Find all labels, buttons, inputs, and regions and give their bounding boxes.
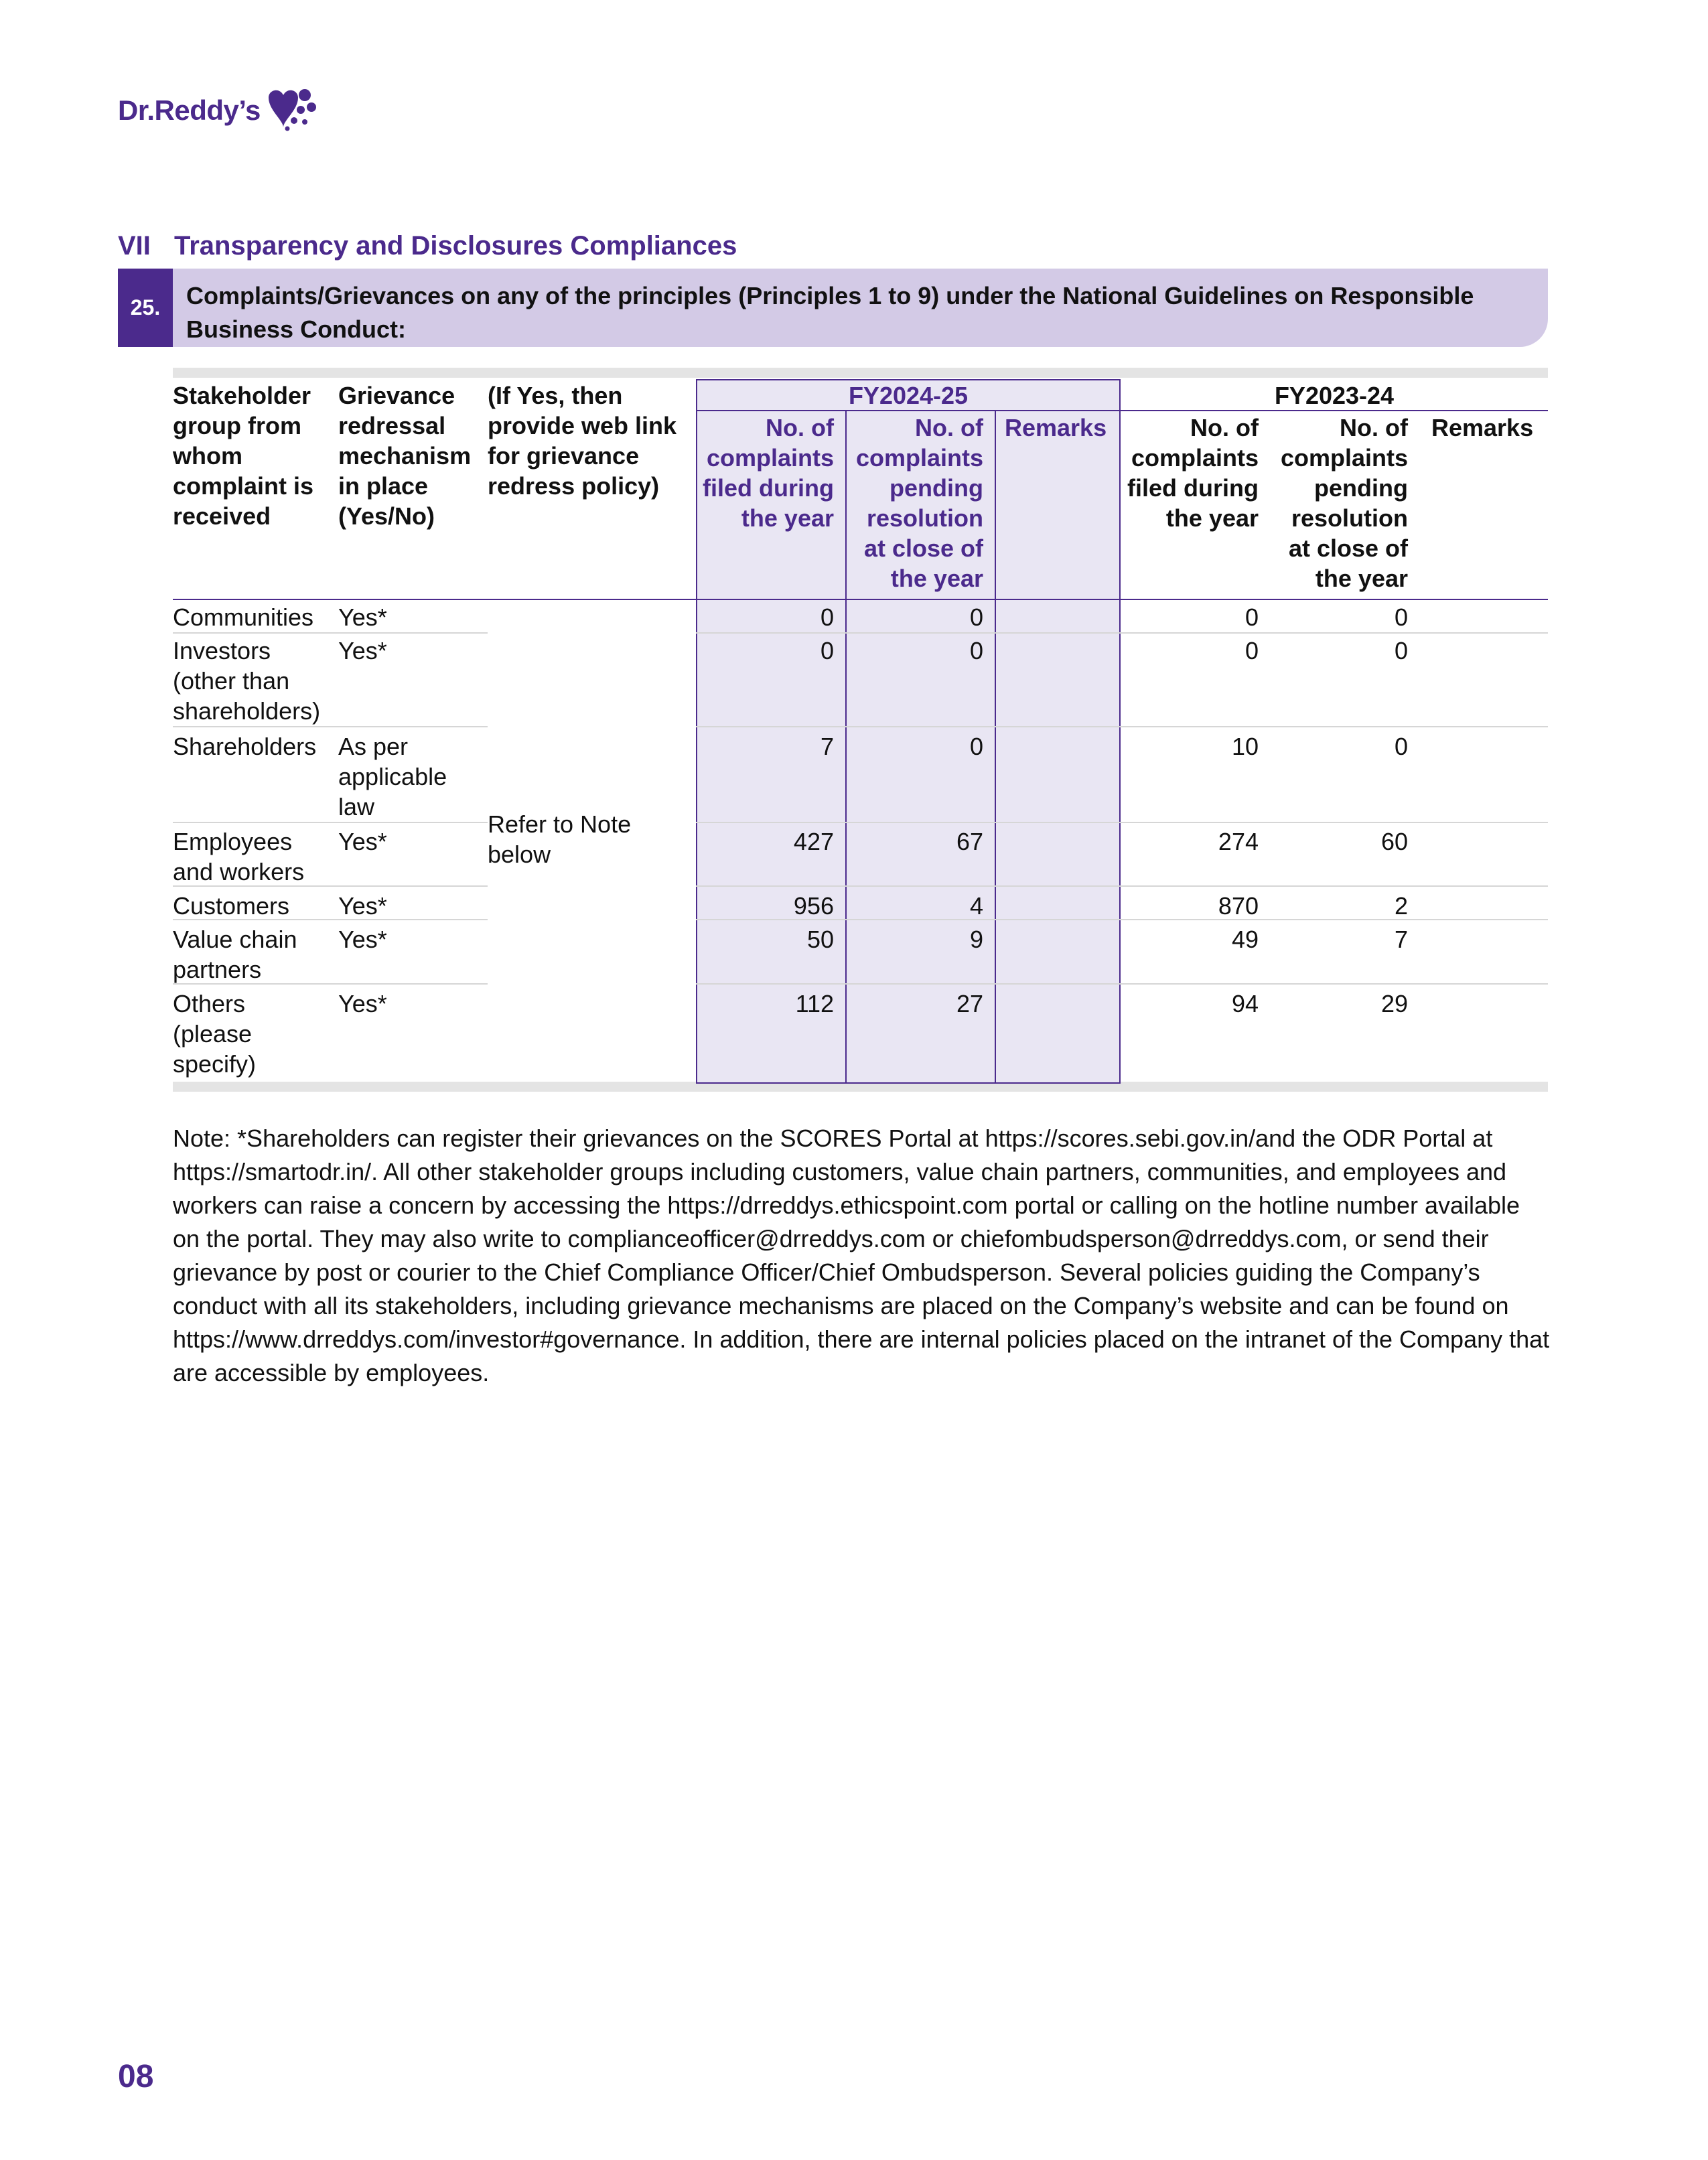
row-cur-pending: 0 xyxy=(969,603,983,631)
header-prev-filed: No. of complaints filed during the year xyxy=(1127,414,1259,532)
row-cur-filed: 50 xyxy=(806,926,834,953)
row-mechanism: Yes* xyxy=(338,603,387,631)
question-number: 25. xyxy=(118,269,173,347)
row-separator xyxy=(173,822,488,823)
page-number: 08 xyxy=(118,2059,154,2094)
row-cur-pending: 67 xyxy=(956,828,983,855)
row-cur-pending: 0 xyxy=(969,637,983,664)
question-box xyxy=(118,269,1548,347)
header-cur-remarks: Remarks xyxy=(1005,414,1107,441)
row-separator xyxy=(696,885,1548,887)
header-weblink: (If Yes, then provide web link for grievance redress policy) xyxy=(488,382,677,500)
row-prev-pending: 2 xyxy=(1394,892,1408,920)
row-prev-filed: 94 xyxy=(1231,990,1259,1017)
header-fy2024-25: FY2024-25 xyxy=(848,382,969,409)
row-separator xyxy=(696,822,1548,823)
row-prev-filed: 274 xyxy=(1218,828,1259,855)
row-separator xyxy=(173,632,488,634)
table-top-bar xyxy=(173,368,1548,378)
row-prev-filed: 870 xyxy=(1218,892,1259,920)
row-prev-pending: 29 xyxy=(1380,990,1408,1017)
row-prev-filed: 0 xyxy=(1244,603,1259,631)
row-mechanism: Yes* xyxy=(338,892,387,920)
row-prev-pending: 0 xyxy=(1394,603,1408,631)
header-stakeholder: Stakeholder group from whom complaint is received xyxy=(173,382,314,530)
row-separator xyxy=(173,726,488,727)
header-cur-pending: No. of complaints pending resolution at close of the year xyxy=(855,414,983,592)
row-cur-filed: 112 xyxy=(795,990,834,1017)
note-paragraph: Note: *Shareholders can register their grievances on the SCORES Portal at https://scores.sebi.gov.in/and the ODR Portal at https://smartodr.in/. All other stakeholder groups including customers, value chain partners, communities, and employees and workers can raise a concern by accessing the https://drreddys.ethicspoint.com portal or calling on the hotline number available on the portal. They may also write to complianceofficer@drreddys.com or chiefombudsperson@drreddys.com, or send their grievance by post or courier to the Chief Compliance Officer/Chief Ombudsperson. Several policies guiding the Company’s conduct with all its stakeholders, including grievance mechanisms are placed on the Company’s website and can be found on https://www.drreddys.com/investor#governance. In addition, there are internal policies placed on the intranet of the Company that are accessible by employees. xyxy=(173,1125,1550,1386)
row-cur-filed: 7 xyxy=(820,733,834,760)
row-group: Others (please specify) xyxy=(173,990,257,1078)
header-bottom-rule xyxy=(173,599,1548,600)
section-title xyxy=(118,231,737,261)
row-prev-filed: 49 xyxy=(1231,926,1259,953)
row-cur-filed: 0 xyxy=(820,637,834,664)
row-prev-pending: 0 xyxy=(1394,637,1408,664)
brand-logo xyxy=(118,87,319,134)
row-cur-filed: 0 xyxy=(820,603,834,631)
row-mechanism: Yes* xyxy=(338,828,387,855)
row-separator xyxy=(696,632,1548,634)
row-prev-filed: 0 xyxy=(1244,637,1259,664)
row-cur-pending: 0 xyxy=(969,733,983,760)
question-text: Complaints/Grievances on any of the principles (Principles 1 to 9) under the National Guidelines on Responsible Business Conduct: xyxy=(173,269,1548,347)
row-group: Investors (other than shareholders) xyxy=(173,637,321,725)
row-cur-filed: 956 xyxy=(793,892,834,920)
row-mechanism: Yes* xyxy=(338,926,387,953)
weblink-cell: Refer to Note below xyxy=(488,810,632,868)
row-group: Shareholders xyxy=(173,733,317,760)
section-number: VII xyxy=(118,231,151,261)
row-separator xyxy=(696,726,1548,727)
row-group: Employees and workers xyxy=(173,828,305,885)
row-cur-pending: 27 xyxy=(956,990,983,1017)
row-prev-pending: 0 xyxy=(1394,733,1408,760)
row-prev-filed: 10 xyxy=(1231,733,1259,760)
header-fy2023-24: FY2023-24 xyxy=(1274,382,1395,409)
row-group: Communities xyxy=(173,603,314,631)
section-heading: Transparency and Disclosures Compliances xyxy=(174,231,737,261)
row-mechanism: As per applicable law xyxy=(338,733,447,820)
header-mechanism: Grievance redressal mechanism in place (Yes/No) xyxy=(338,382,472,530)
row-cur-pending: 4 xyxy=(969,892,983,920)
row-group: Customers xyxy=(173,892,290,920)
header-cur-filed: No. of complaints filed during the year xyxy=(703,414,834,532)
header-prev-remarks: Remarks xyxy=(1431,414,1534,441)
row-mechanism: Yes* xyxy=(338,990,387,1017)
heart-dots-icon xyxy=(266,87,319,134)
row-group: Value chain partners xyxy=(173,926,297,983)
row-prev-pending: 7 xyxy=(1394,926,1408,953)
header-prev-pending: No. of complaints pending resolution at close of the year xyxy=(1280,414,1408,592)
row-cur-filed: 427 xyxy=(793,828,834,855)
brand-name: Dr.Reddy’s xyxy=(118,94,261,126)
row-mechanism: Yes* xyxy=(338,637,387,664)
row-separator xyxy=(696,983,1548,985)
row-cur-pending: 9 xyxy=(969,926,983,953)
row-prev-pending: 60 xyxy=(1380,828,1408,855)
